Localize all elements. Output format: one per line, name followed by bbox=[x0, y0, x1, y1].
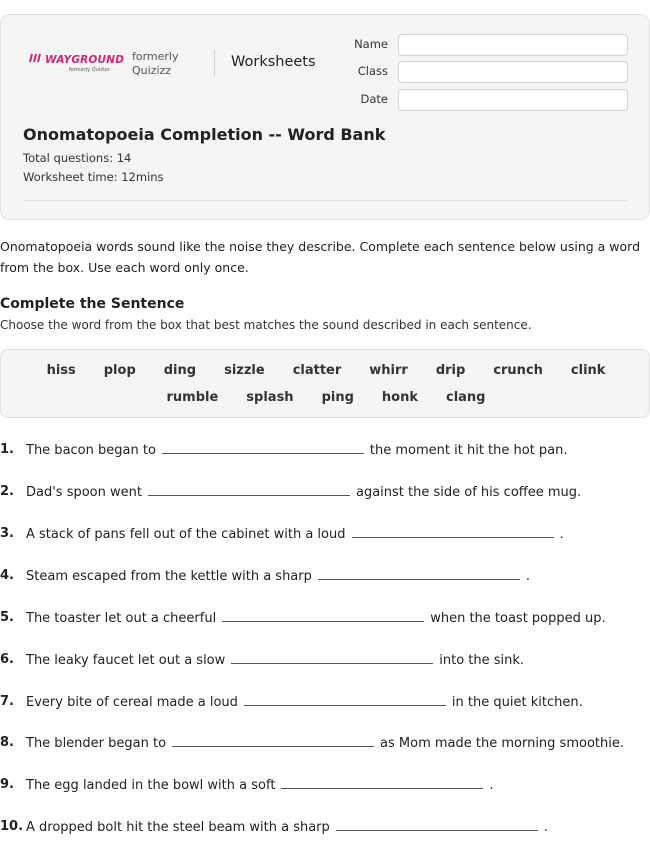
question-number: 3. bbox=[0, 526, 14, 541]
name-label: Name bbox=[354, 37, 388, 51]
logo-subtext: formerly Quizizz bbox=[69, 67, 110, 73]
bank-word: clatter bbox=[292, 363, 342, 378]
bank-word: clang bbox=[445, 390, 486, 405]
question-text-after: . bbox=[489, 778, 494, 793]
bank-word: hiss bbox=[46, 363, 76, 378]
question-text-after: . bbox=[525, 569, 531, 584]
question-text-before: Steam escaped from the kettle with a sharp bbox=[26, 569, 312, 584]
bank-word: rumble bbox=[166, 390, 219, 405]
word-bank-row-2 bbox=[1, 390, 650, 405]
bank-word: whirr bbox=[369, 363, 408, 378]
question-number: 7. bbox=[0, 694, 14, 709]
question-3 bbox=[0, 526, 650, 546]
bank-word: honk bbox=[381, 390, 418, 405]
answer-blank[interactable] bbox=[231, 652, 433, 664]
question-9 bbox=[0, 777, 650, 797]
bank-word: plop bbox=[103, 363, 136, 378]
question-text-before: The blender began to bbox=[26, 736, 167, 751]
question-text-before: The egg landed in the bowl with a soft bbox=[26, 778, 276, 793]
bank-word: clink bbox=[570, 363, 606, 378]
name-field[interactable] bbox=[398, 34, 628, 56]
answer-blank[interactable] bbox=[352, 526, 554, 538]
bank-word: splash bbox=[246, 390, 294, 405]
question-number: 2. bbox=[0, 484, 14, 499]
question-text-before: A dropped bolt hit the steel beam with a sharp bbox=[26, 820, 330, 835]
bank-word: crunch bbox=[493, 363, 543, 378]
word-bank bbox=[0, 349, 650, 418]
question-1 bbox=[0, 442, 650, 462]
question-5 bbox=[0, 610, 650, 630]
worksheets-label: Worksheets bbox=[231, 54, 316, 70]
question-2 bbox=[0, 484, 650, 504]
class-label: Class bbox=[357, 64, 388, 78]
intro-text: Onomatopoeia words sound like the noise they describe. Complete each sentence below using a word from the box. Use each word only once. bbox=[0, 239, 641, 275]
question-10 bbox=[0, 819, 650, 839]
total-questions: Total questions: 14 bbox=[23, 151, 132, 165]
logo-text: WAYGROUND bbox=[45, 53, 125, 66]
answer-blank[interactable] bbox=[148, 484, 350, 496]
question-6 bbox=[0, 652, 650, 672]
question-text-before: The bacon began to bbox=[26, 443, 156, 458]
worksheet-time: Worksheet time: 12mins bbox=[23, 170, 164, 184]
worksheet-header bbox=[0, 14, 650, 220]
question-number: 5. bbox=[0, 610, 14, 625]
bank-word: ping bbox=[321, 390, 354, 405]
answer-blank[interactable] bbox=[244, 694, 446, 706]
class-field-row bbox=[341, 61, 631, 83]
section-title: Complete the Sentence bbox=[0, 296, 185, 312]
question-text-before: Every bite of cereal made a loud bbox=[26, 695, 238, 710]
answer-blank[interactable] bbox=[336, 819, 538, 831]
worksheet-title: Onomatopoeia Completion -- Word Bank bbox=[23, 125, 386, 144]
date-field-row bbox=[341, 89, 631, 111]
question-text-before: A stack of pans fell out of the cabinet with a loud bbox=[26, 527, 346, 542]
date-label: Date bbox=[360, 92, 388, 106]
question-number: 10. bbox=[0, 819, 24, 834]
date-field[interactable] bbox=[398, 89, 628, 111]
answer-blank[interactable] bbox=[222, 610, 424, 622]
question-text-after: against the side of his coffee mug. bbox=[355, 485, 582, 500]
bank-word: sizzle bbox=[224, 363, 265, 378]
question-number: 6. bbox=[0, 652, 14, 667]
wayground-logo bbox=[29, 53, 125, 73]
question-text-before: Dad's spoon went bbox=[26, 485, 142, 500]
answer-blank[interactable] bbox=[162, 442, 364, 454]
question-text-before: The leaky faucet let out a slow bbox=[26, 653, 226, 668]
question-number: 8. bbox=[0, 735, 14, 750]
question-text-after: the moment it hit the hot pan. bbox=[369, 443, 568, 458]
header-divider bbox=[214, 50, 215, 76]
header-rule bbox=[23, 200, 627, 201]
question-text-after: when the toast popped up. bbox=[430, 611, 606, 626]
formerly-quizizz-note: formerly Quizizz bbox=[132, 50, 179, 77]
question-number: 9. bbox=[0, 777, 14, 792]
question-text-after: . bbox=[559, 527, 564, 542]
answer-blank[interactable] bbox=[318, 568, 520, 580]
name-field-row bbox=[341, 34, 631, 56]
bank-word: ding bbox=[163, 363, 197, 378]
wayground-mark-icon bbox=[29, 53, 43, 66]
question-text-after: in the quiet kitchen. bbox=[451, 695, 583, 710]
question-text-after: into the sink. bbox=[439, 653, 525, 668]
question-number: 4. bbox=[0, 568, 14, 583]
bank-word: drip bbox=[435, 363, 466, 378]
answer-blank[interactable] bbox=[281, 777, 483, 789]
section-instructions: Choose the word from the box that best matches the sound described in each sentence. bbox=[0, 318, 532, 332]
question-text-after: . bbox=[543, 820, 548, 835]
question-text-after: as Mom made the morning smoothie. bbox=[380, 736, 624, 751]
question-7 bbox=[0, 694, 650, 714]
question-text-before: The toaster let out a cheerful bbox=[26, 611, 217, 626]
word-bank-row-1 bbox=[1, 363, 650, 378]
question-number: 1. bbox=[0, 442, 14, 457]
question-8 bbox=[0, 735, 650, 755]
answer-blank[interactable] bbox=[172, 735, 374, 747]
class-field[interactable] bbox=[398, 61, 628, 83]
question-4 bbox=[0, 568, 650, 588]
